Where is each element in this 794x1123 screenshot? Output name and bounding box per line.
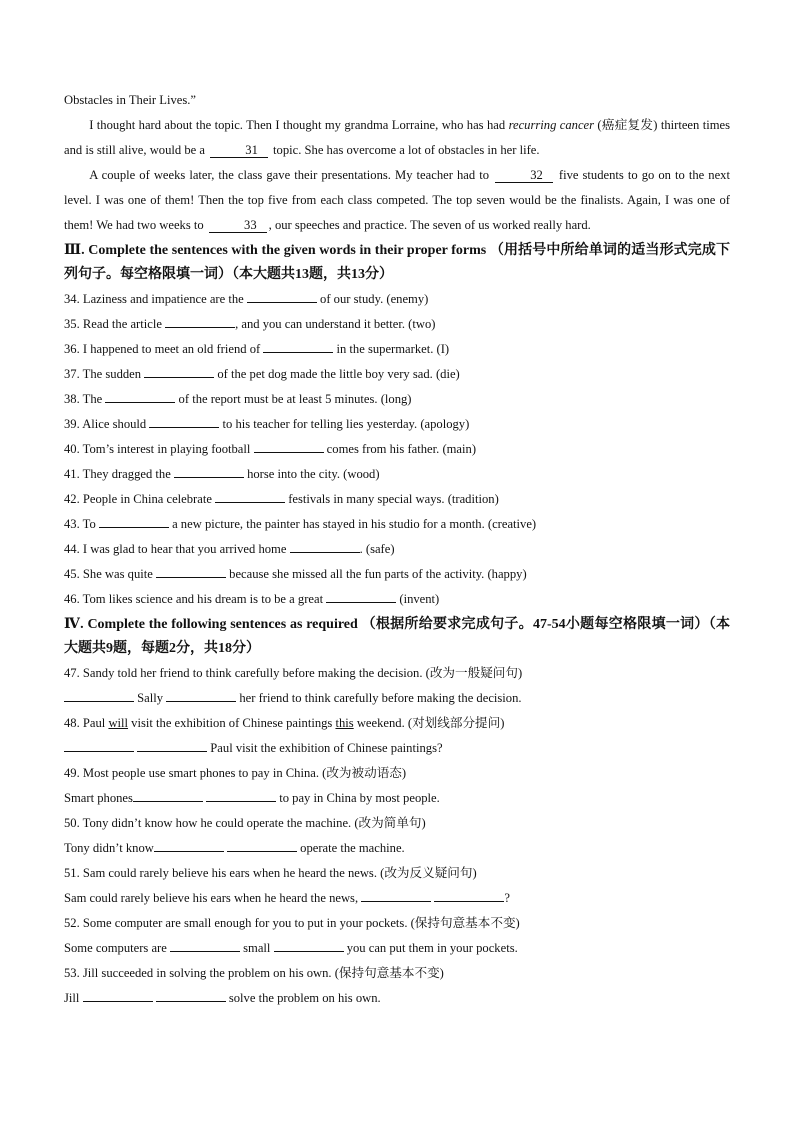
q48-answer: Paul visit the exhibition of Chinese paintings?	[64, 736, 730, 761]
q49-answer: Smart phones to pay in China by most people.	[64, 786, 730, 811]
answer-blank[interactable]	[149, 414, 219, 428]
blank-33[interactable]: 33	[209, 218, 267, 233]
answer-blank[interactable]	[144, 364, 214, 378]
answer-blank[interactable]	[165, 314, 235, 328]
answer-blank[interactable]	[274, 938, 344, 952]
exercise-item: 39. Alice should to his teacher for telling lies yesterday. (apology)	[64, 412, 730, 437]
exercise-item: 40. Tom’s interest in playing football comes from his father. (main)	[64, 437, 730, 462]
q51-prompt: 51. Sam could rarely believe his ears when he heard the news. (改为反义疑问句)	[64, 866, 477, 880]
q53-answer: Jill solve the problem on his own.	[64, 986, 730, 1011]
answer-blank[interactable]	[156, 564, 226, 578]
answer-blank[interactable]	[215, 489, 285, 503]
q50-answer: Tony didn’t know operate the machine.	[64, 836, 730, 861]
q52-answer: Some computers are small you can put them in your pockets.	[64, 936, 730, 961]
answer-blank[interactable]	[290, 539, 360, 553]
exercise-item: 41. They dragged the horse into the city. (wood)	[64, 462, 730, 487]
answer-blank[interactable]	[105, 389, 175, 403]
exercise-item: 35. Read the article , and you can understand it better. (two)	[64, 312, 730, 337]
exercise-item: 45. She was quite because she missed all the fun parts of the activity. (happy)	[64, 562, 730, 587]
section-3-items	[64, 287, 730, 612]
answer-blank[interactable]	[434, 888, 504, 902]
underlined-word: will	[108, 716, 129, 730]
answer-blank[interactable]	[64, 738, 134, 752]
answer-blank[interactable]	[154, 838, 224, 852]
answer-blank[interactable]	[83, 988, 153, 1002]
exercise-item: 44. I was glad to hear that you arrived home . (safe)	[64, 537, 730, 562]
answer-blank[interactable]	[133, 788, 203, 802]
answer-blank[interactable]	[227, 838, 297, 852]
passage-paragraph-2: A couple of weeks later, the class gave their presentations. My teacher had to 32 five students to go on to the next level. I was one of them! Then the top five from each class competed. The top seven would be the finalists. Again, I was one of them! We had two weeks to 33 , our speeches and practice. The seven of us worked really hard.	[64, 168, 730, 232]
exercise-item: 37. The sudden of the pet dog made the little boy very sad. (die)	[64, 362, 730, 387]
q52-prompt: 52. Some computer are small enough for you to put in your pockets. (保持句意基本不变)	[64, 916, 520, 930]
exercise-item: 42. People in China celebrate festivals in many special ways. (tradition)	[64, 487, 730, 512]
q47-answer: Sally her friend to think carefully before making the decision.	[64, 686, 730, 711]
passage-line-top: Obstacles in Their Lives.”	[64, 93, 196, 107]
exercise-item: 38. The of the report must be at least 5 minutes. (long)	[64, 387, 730, 412]
answer-blank[interactable]	[137, 738, 207, 752]
section-3-heading: Ⅲ. Complete the sentences with the given words in their proper forms （用括号中所给单词的适当形式完成下列句子。每空格限填一词）（本大题共13题，共13分）	[64, 243, 730, 282]
blank-32[interactable]: 32	[495, 168, 553, 183]
underlined-word: this	[335, 716, 354, 730]
blank-31[interactable]: 31	[210, 143, 268, 158]
q51-answer: Sam could rarely believe his ears when he heard the news, ?	[64, 886, 730, 911]
answer-blank[interactable]	[174, 464, 244, 478]
answer-blank[interactable]	[170, 938, 240, 952]
answer-blank[interactable]	[254, 439, 324, 453]
q48-prompt: 48. Paul will visit the exhibition of Chinese paintings this weekend. (对划线部分提问)	[64, 716, 505, 730]
answer-blank[interactable]	[99, 514, 169, 528]
q47-prompt: 47. Sandy told her friend to think carefully before making the decision. (改为一般疑问句)	[64, 666, 523, 680]
answer-blank[interactable]	[166, 688, 236, 702]
answer-blank[interactable]	[247, 289, 317, 303]
q49-prompt: 49. Most people use smart phones to pay in China. (改为被动语态)	[64, 766, 407, 780]
answer-blank[interactable]	[206, 788, 276, 802]
answer-blank[interactable]	[156, 988, 226, 1002]
exercise-item: 36. I happened to meet an old friend of in the supermarket. (I)	[64, 337, 730, 362]
q50-prompt: 50. Tony didn’t know how he could operate the machine. (改为简单句)	[64, 816, 426, 830]
answer-blank[interactable]	[361, 888, 431, 902]
exercise-item: 43. To a new picture, the painter has stayed in his studio for a month. (creative)	[64, 512, 730, 537]
passage-paragraph-1: I thought hard about the topic. Then I thought my grandma Lorraine, who has had recurring cancer (癌症复发) thirteen times and is still alive, would be a 31 topic. She has overcome a lot of obstacles in her life.	[64, 118, 730, 157]
exercise-item: 46. Tom likes science and his dream is to be a great (invent)	[64, 587, 730, 612]
exercise-item: 34. Laziness and impatience are the of our study. (enemy)	[64, 287, 730, 312]
answer-blank[interactable]	[326, 589, 396, 603]
answer-blank[interactable]	[263, 339, 333, 353]
section-4-heading: Ⅳ. Complete the following sentences as required （根据所给要求完成句子。47-54小题每空格限填一词）（本大题共9题，每题2分，共18分）	[64, 617, 730, 656]
answer-blank[interactable]	[64, 688, 134, 702]
q53-prompt: 53. Jill succeeded in solving the problem on his own. (保持句意基本不变)	[64, 966, 444, 980]
